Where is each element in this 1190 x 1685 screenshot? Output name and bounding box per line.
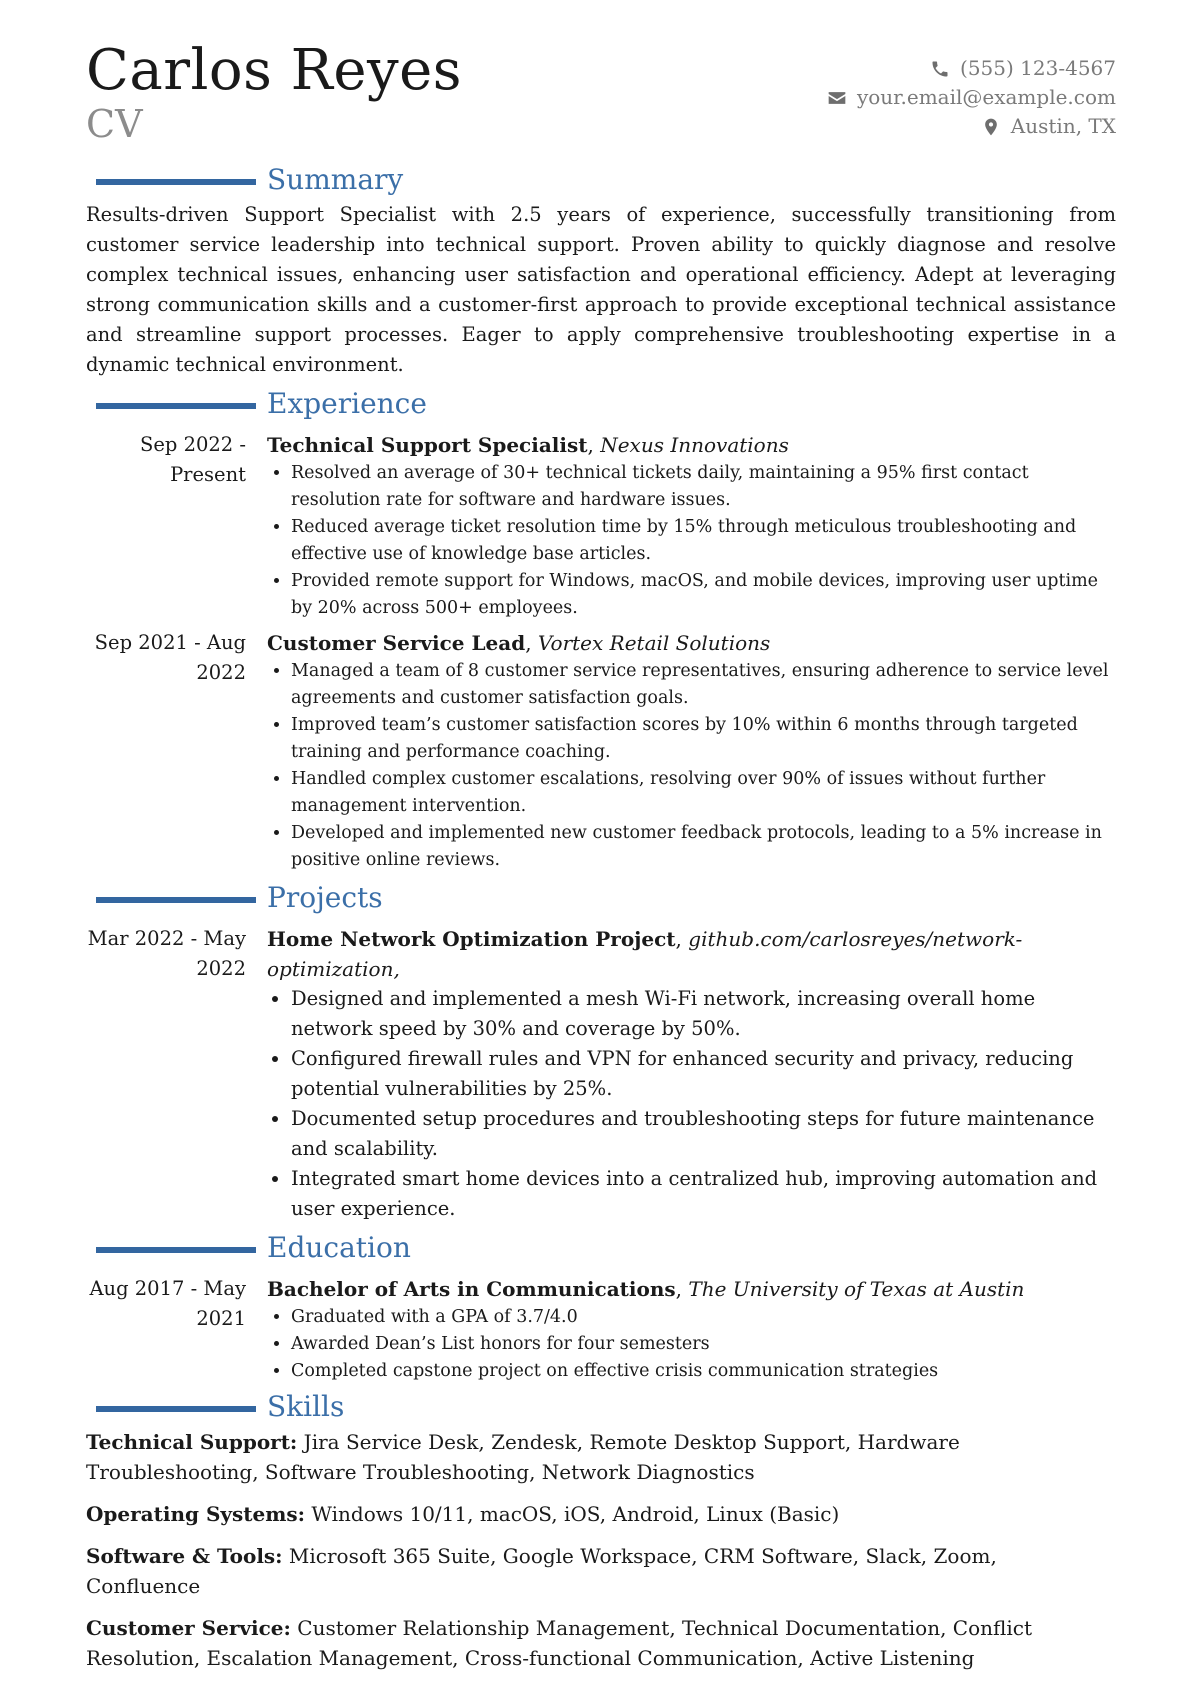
phone-icon	[930, 59, 950, 79]
contact-email	[827, 83, 1116, 112]
list-item: • Reduced average ticket resolution time by 15% through meticulous troubleshooting and effective use of knowledge base articles.	[291, 514, 1116, 568]
list-item: • Graduated with a GPA of 3.7/4.0	[291, 1304, 1116, 1331]
entry-title: Technical Support Specialist	[267, 433, 588, 457]
section-title: Summary	[267, 163, 404, 196]
entry-bullets	[267, 1304, 1116, 1385]
envelope-icon	[827, 88, 847, 108]
map-pin-icon	[981, 117, 1001, 137]
entry-date: Aug 2017 - May 2021	[89, 1277, 246, 1330]
skill-value: Windows 10/11, macOS, iOS, Android, Linux (Basic)	[305, 1502, 840, 1526]
experience-entry	[86, 430, 1116, 622]
experience-list	[86, 430, 1116, 874]
entry-title: Home Network Optimization Project	[267, 927, 676, 951]
entry-heading: Customer Service Lead, Vortex Retail Solutions	[267, 631, 771, 655]
contact-phone	[827, 54, 1116, 83]
section-title: Skills	[267, 1390, 345, 1423]
document-type: CV	[86, 102, 143, 146]
location-text: Austin, TX	[1010, 114, 1116, 138]
list-item: • Provided remote support for Windows, macOS, and mobile devices, improving user uptime by 20% across 500+ employees.	[291, 568, 1116, 622]
list-item: • Integrated smart home devices into a centralized hub, improving automation and user experience.	[291, 1164, 1116, 1224]
entry-heading: Bachelor of Arts in Communications, The University of Texas at Austin	[267, 1277, 1025, 1301]
entry-bullets	[267, 658, 1116, 874]
entry-title: Bachelor of Arts in Communications	[267, 1277, 676, 1301]
list-item: • Developed and implemented new customer feedback protocols, leading to a 5% increase in positive online reviews.	[291, 820, 1116, 874]
entry-heading: Technical Support Specialist, Nexus Innovations	[267, 433, 789, 457]
list-item: • Resolved an average of 30+ technical tickets daily, maintaining a 95% first contact resolution rate for software and hardware issues.	[291, 460, 1116, 514]
section-title: Education	[267, 1231, 411, 1264]
section-bar	[96, 1247, 256, 1253]
entry-organization: Nexus Innovations	[600, 433, 789, 457]
section-projects-heading	[86, 880, 1116, 918]
contact-info	[827, 54, 1116, 141]
skill-row	[86, 1499, 1116, 1529]
phone-text: (555) 123-4567	[960, 56, 1116, 80]
list-item: • Managed a team of 8 customer service representatives, ensuring adherence to service level agreements and customer satisfaction goals.	[291, 658, 1116, 712]
entry-organization: The University of Texas at Austin	[688, 1277, 1025, 1301]
skill-value: Jira Service Desk, Zendesk, Remote Desktop Support, Hardware Troubleshooting, Software Troubleshooting, Network Diagnostics	[86, 1430, 960, 1484]
candidate-name: Carlos Reyes	[86, 38, 462, 103]
contact-location	[827, 112, 1116, 141]
section-summary-heading	[86, 162, 1116, 200]
experience-entry	[86, 628, 1116, 874]
email-text[interactable]: your.email@example.com	[856, 85, 1116, 109]
skill-value: Microsoft 365 Suite, Google Workspace, CRM Software, Slack, Zoom, Confluence	[86, 1544, 997, 1598]
section-bar	[96, 179, 256, 185]
section-experience-heading	[86, 386, 1116, 424]
education-entry	[86, 1274, 1116, 1385]
project-link[interactable]: github.com/carlosreyes/network-optimization,	[267, 927, 1023, 981]
entry-bullets	[267, 984, 1116, 1224]
skill-label: Software & Tools:	[86, 1544, 283, 1568]
entry-bullets	[267, 460, 1116, 622]
skill-label: Customer Service:	[86, 1616, 291, 1640]
skill-row	[86, 1427, 1116, 1487]
list-item: • Documented setup procedures and troubleshooting steps for future maintenance and scalability.	[291, 1104, 1116, 1164]
skill-value: Customer Relationship Management, Technical Documentation, Conflict Resolution, Escalation Management, Cross-functional Communication, Active Listening	[86, 1616, 1032, 1670]
list-item: • Improved team’s customer satisfaction scores by 10% within 6 months through targeted training and performance coaching.	[291, 712, 1116, 766]
summary-text: Results-driven Support Specialist with 2.5 years of experience, successfully transitioning from customer service leadership into technical support. Proven ability to quickly diagnose and resolve complex technical issues, enhancing user satisfaction and operational efficiency. Adept at leveraging strong communication skills and a customer-first approach to provide exceptional technical assistance and streamline support processes. Eager to apply comprehensive troubleshooting expertise in a dynamic technical environment.	[86, 203, 1116, 376]
entry-heading: Home Network Optimization Project, github.com/carlosreyes/network-optimization,	[267, 927, 1023, 981]
project-entry	[86, 924, 1116, 1224]
list-item: • Designed and implemented a mesh Wi-Fi network, increasing overall home network speed by 30% and coverage by 50%.	[291, 984, 1116, 1044]
resume-page	[86, 38, 1116, 1685]
skills-list	[86, 1427, 1116, 1673]
section-bar	[96, 403, 256, 409]
skill-row	[86, 1541, 1116, 1601]
section-title: Projects	[267, 881, 383, 914]
section-skills-heading	[86, 1389, 1116, 1427]
entry-date: Mar 2022 - May 2022	[87, 927, 246, 980]
entry-date: Sep 2021 - Aug 2022	[94, 631, 246, 684]
entry-organization: Vortex Retail Solutions	[537, 631, 771, 655]
skill-label: Operating Systems:	[86, 1502, 306, 1526]
resume-header	[86, 38, 1116, 158]
list-item: • Completed capstone project on effective crisis communication strategies	[291, 1358, 1116, 1385]
section-bar	[96, 1406, 256, 1412]
skill-label: Technical Support:	[86, 1430, 298, 1454]
entry-title: Customer Service Lead	[267, 631, 526, 655]
section-title: Experience	[267, 387, 427, 420]
list-item: • Handled complex customer escalations, resolving over 90% of issues without further management intervention.	[291, 766, 1116, 820]
section-bar	[96, 897, 256, 903]
list-item: • Configured firewall rules and VPN for enhanced security and privacy, reducing potential vulnerabilities by 25%.	[291, 1044, 1116, 1104]
section-education-heading	[86, 1230, 1116, 1268]
skill-row	[86, 1613, 1116, 1673]
list-item: • Awarded Dean’s List honors for four semesters	[291, 1331, 1116, 1358]
entry-date: Sep 2022 - Present	[140, 433, 246, 486]
